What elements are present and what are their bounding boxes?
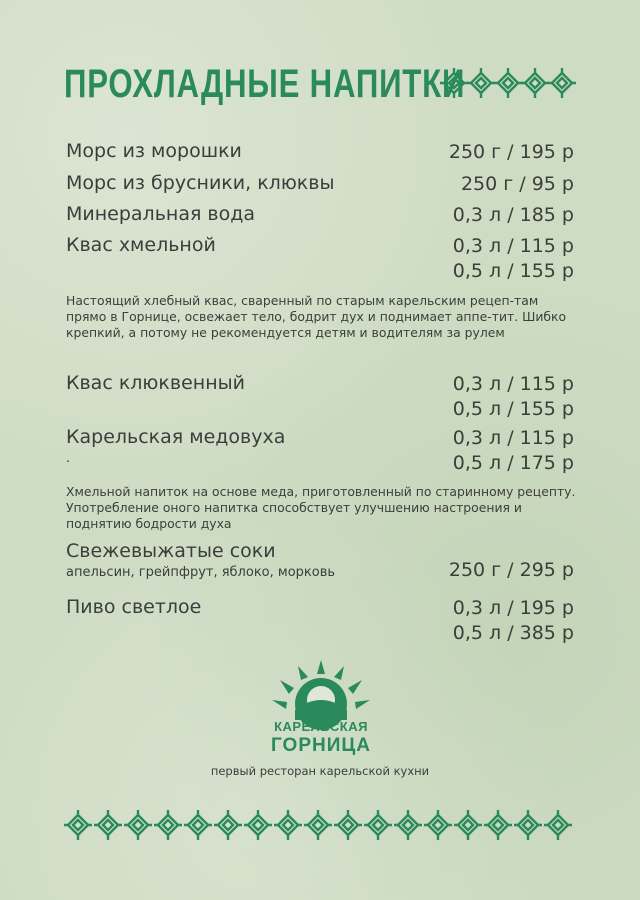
menu-item [66, 203, 574, 228]
item-name: Карельская медовуха [66, 426, 286, 448]
item-name: Минеральная вода [66, 203, 256, 225]
restaurant-logo [262, 660, 380, 756]
tagline: первый ресторан карельской кухни [210, 764, 430, 778]
item-description: Настоящий хлебный квас, сваренный по старым карельским рецеп-там прямо в Горнице, освежает тело, бодрит дух и поднимает аппе-тит. Шибко крепкий, а потому не рекомендуется детям и водителям за рулем [66, 293, 567, 340]
item-price: 0,3 л / 115 р [452, 427, 574, 449]
item-subtitle: апельсин, грейпфрут, яблоко, морковь [66, 565, 336, 580]
item-name: Пиво светлое [66, 596, 202, 618]
item-description: Хмельной напиток на основе меда, приготовленный по старинному рецепту. Употребление оного напитка способствует улучшению настроения и поднятию бодрости духа [66, 484, 576, 531]
item-price: 250 г / 195 р [448, 141, 574, 163]
menu-item [66, 234, 574, 284]
item-price: 250 г / 95 р [460, 173, 574, 195]
item-name: Морс из брусники, клюквы [66, 172, 335, 194]
page-title: ПРОХЛАДНЫЕ НАПИТКИ [64, 62, 466, 106]
ornament-bottom-icon [64, 808, 576, 842]
item-price: 0,5 л / 385 р [452, 622, 574, 644]
item-price: 0,3 л / 195 р [452, 597, 574, 619]
ornament-top-icon [440, 66, 576, 100]
item-price: 250 г / 295 р [448, 559, 574, 581]
menu-item [66, 596, 574, 646]
item-price: 0,3 л / 115 р [452, 373, 574, 395]
item-price: 0,5 л / 155 р [452, 398, 574, 420]
item-name: Морс из морошки [66, 140, 242, 162]
item-name: Квас клюквенный [66, 372, 245, 394]
item-price: 0,5 л / 175 р [452, 452, 574, 474]
menu-item [66, 140, 574, 165]
logo-line-2: ГОРНИЦА [271, 735, 371, 756]
menu-item [66, 540, 574, 583]
item-price: 0,5 л / 155 р [452, 260, 574, 282]
menu-item [66, 172, 574, 197]
menu-item [66, 372, 574, 422]
logo-line-1: КАРЕЛЬСКАЯ [274, 719, 368, 734]
item-price: 0,3 л / 115 р [452, 235, 574, 257]
item-name: Свежевыжатые соки [66, 540, 276, 562]
menu-item [66, 426, 574, 476]
item-name: Квас хмельной [66, 234, 216, 256]
item-price: 0,3 л / 185 р [452, 204, 574, 226]
item-subtitle: . [66, 451, 71, 466]
